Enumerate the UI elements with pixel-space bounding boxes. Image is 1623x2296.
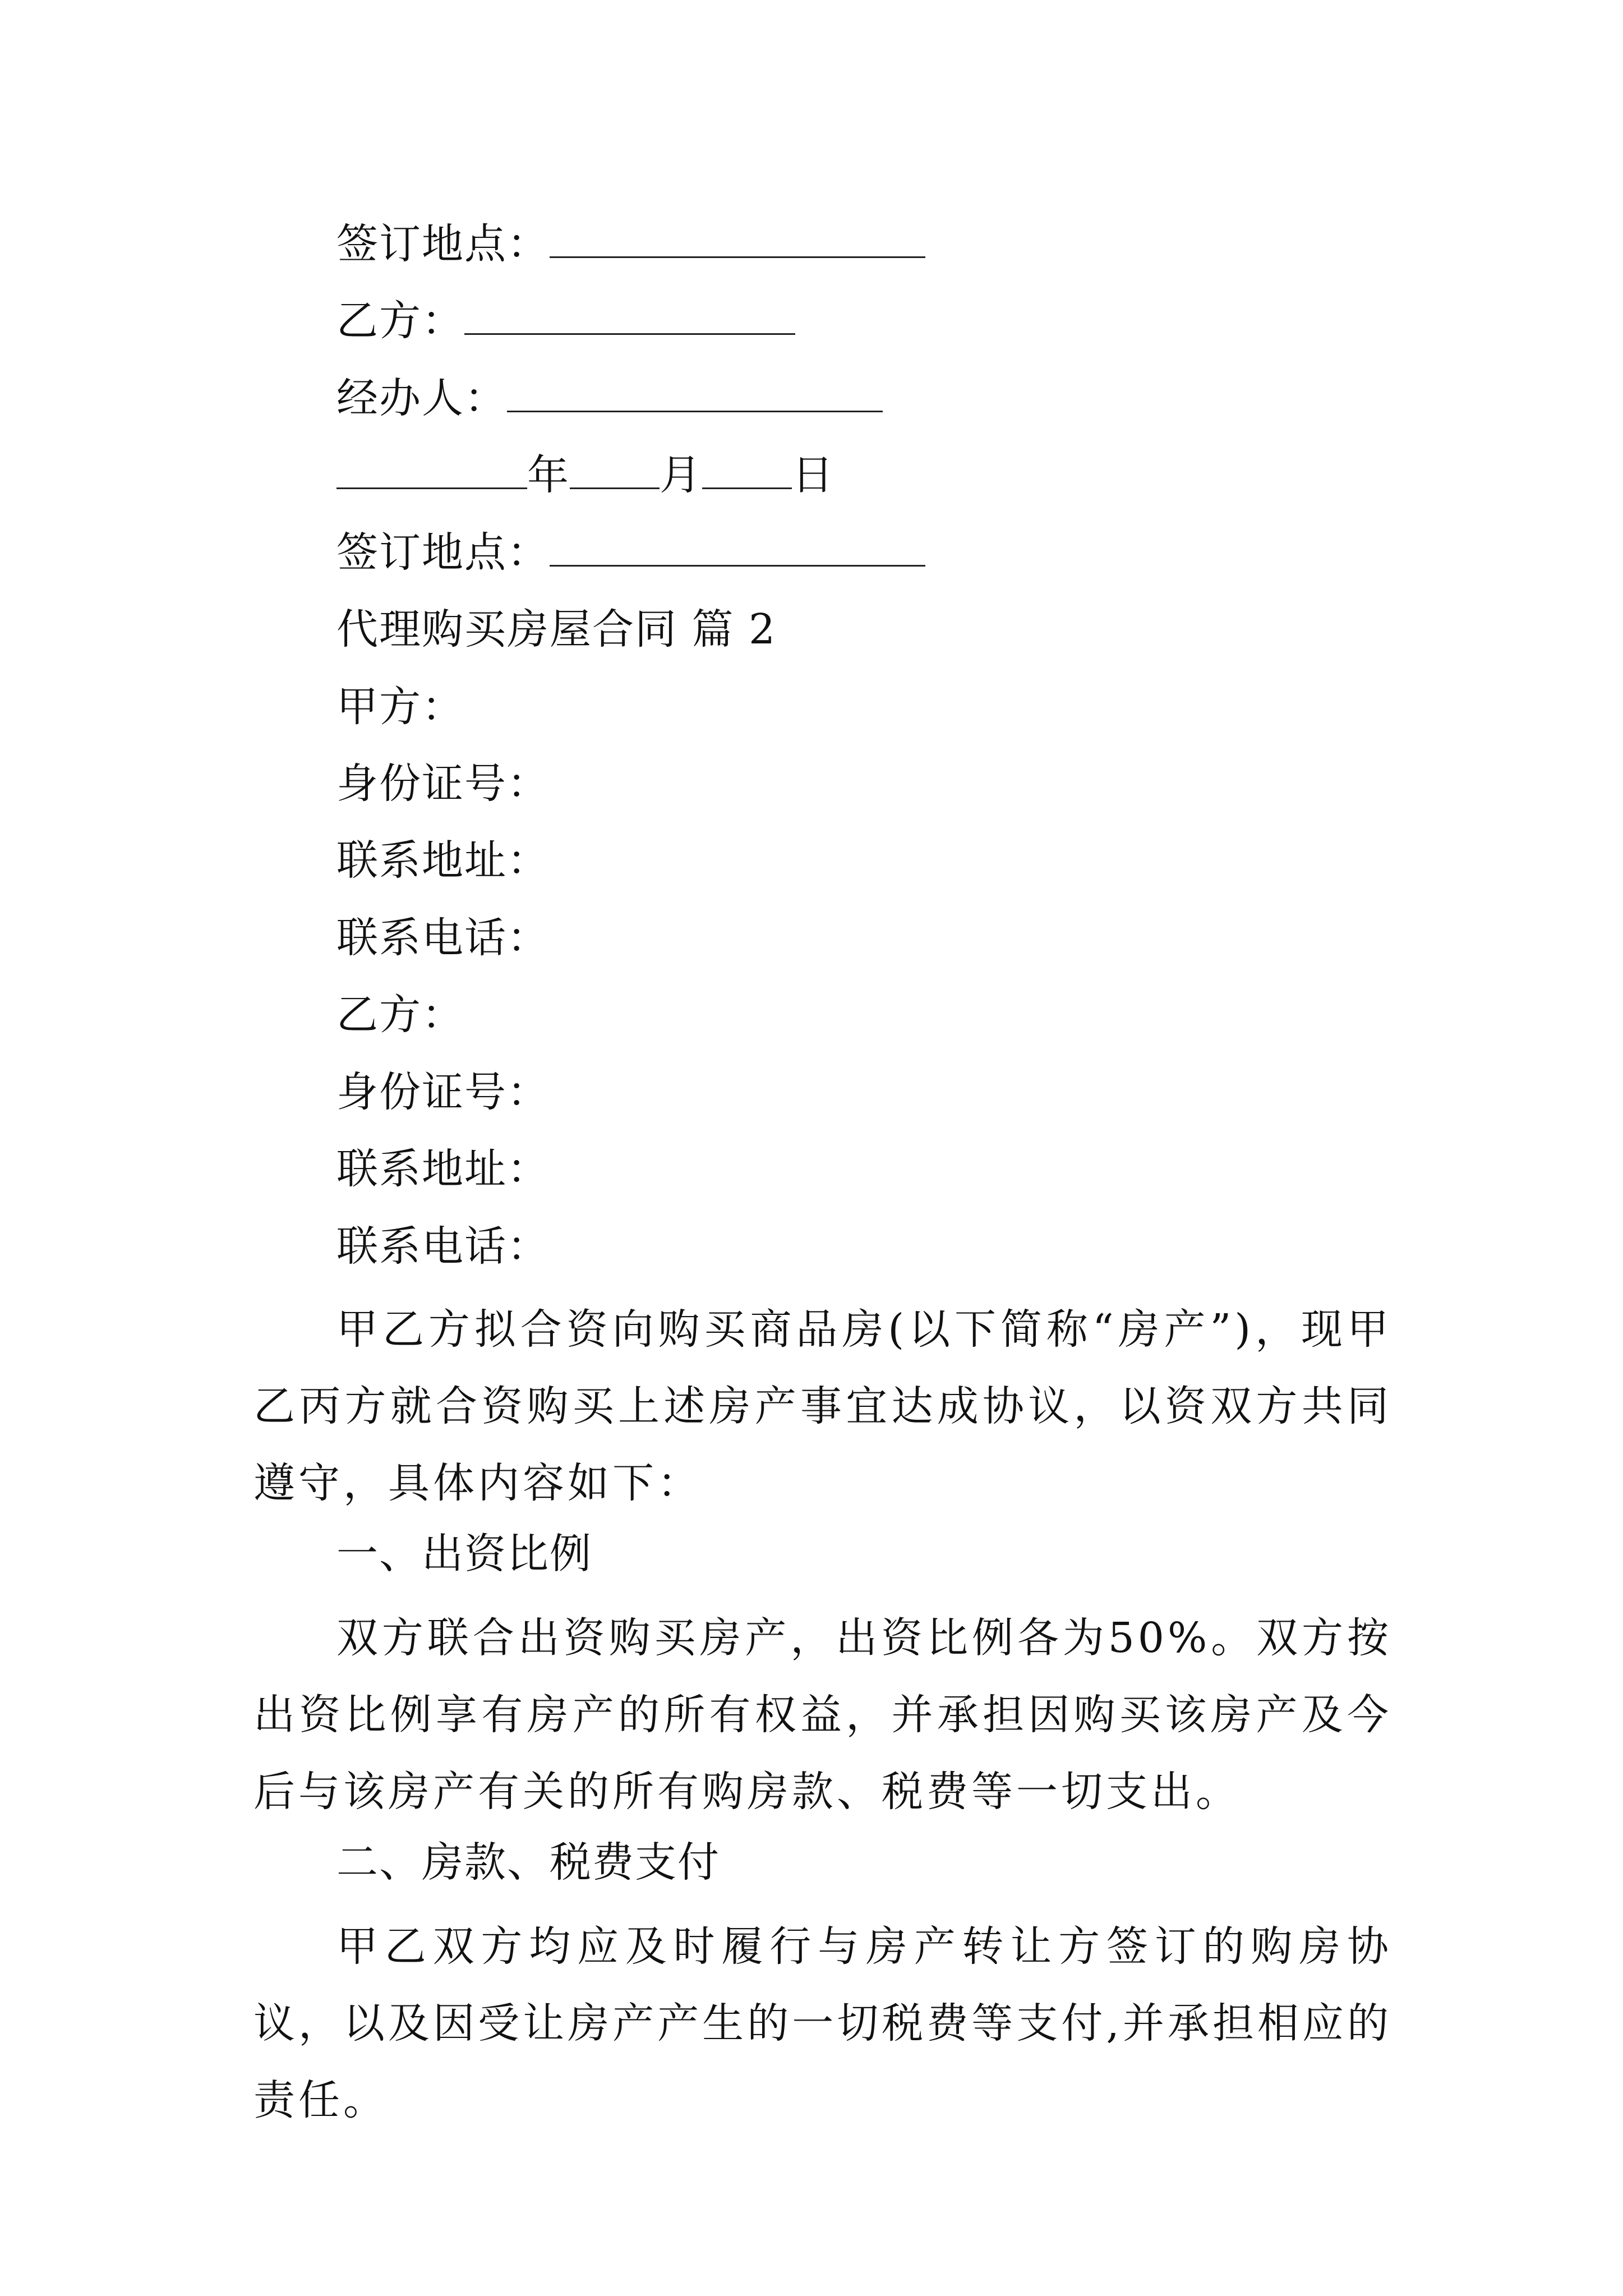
clause-1-title: 一、出资比例 bbox=[336, 1530, 592, 1578]
year-blank[interactable] bbox=[336, 448, 527, 489]
intro-paragraph: 甲乙方拟合资向购买商品房(以下简称“房产”)，现甲乙丙方就合资购买上述房产事宜达成协议，以资双方共同遵守，具体内容如下： bbox=[253, 1305, 1392, 1507]
day-label: 日 bbox=[792, 451, 834, 499]
signing-place-label: 签订地点： bbox=[336, 220, 550, 268]
agent-label: 经办人： bbox=[336, 374, 507, 422]
party-b-title: 乙方： bbox=[336, 991, 464, 1039]
party-b-id-label: 身份证号： bbox=[336, 1068, 550, 1116]
clause-2-title: 二、房款、税费支付 bbox=[336, 1838, 720, 1887]
day-blank[interactable] bbox=[702, 448, 792, 489]
party-a-title: 甲方： bbox=[336, 683, 464, 731]
party-b-sign-field bbox=[336, 293, 795, 349]
party-a-phone-label: 联系电话： bbox=[336, 914, 550, 962]
section-title: 代理购买房屋合同 篇 2 bbox=[336, 605, 777, 654]
signing-place-blank-2[interactable] bbox=[550, 526, 925, 567]
party-a-id-label: 身份证号： bbox=[336, 760, 550, 808]
month-label: 月 bbox=[660, 451, 702, 499]
signing-place-blank[interactable] bbox=[550, 217, 925, 258]
party-b-address-label: 联系地址： bbox=[336, 1145, 550, 1193]
clause-1-paragraph: 双方联合出资购买房产，出资比例各为50%。双方按出资比例享有房产的所有权益，并承担因购买该房产及今后与该房产有关的所有购房款、税费等一切支出。 bbox=[253, 1614, 1392, 1816]
signing-place-field bbox=[336, 216, 925, 272]
party-b-phone-label: 联系电话： bbox=[336, 1222, 550, 1271]
clause-2-paragraph: 甲乙双方均应及时履行与房产转让方签订的购房协议，以及因受让房产产生的一切税费等支付,并承担相应的责任。 bbox=[253, 1922, 1392, 2124]
party-b-sign-label: 乙方： bbox=[336, 297, 464, 345]
year-label: 年 bbox=[527, 451, 570, 499]
agent-blank[interactable] bbox=[507, 371, 883, 412]
signing-place-field-2 bbox=[336, 524, 925, 581]
month-blank[interactable] bbox=[570, 448, 660, 489]
date-line bbox=[336, 447, 834, 503]
signing-place-label-2: 签订地点： bbox=[336, 528, 550, 577]
party-b-sign-blank[interactable] bbox=[464, 294, 795, 335]
party-a-address-label: 联系地址： bbox=[336, 836, 550, 885]
agent-field bbox=[336, 370, 883, 426]
